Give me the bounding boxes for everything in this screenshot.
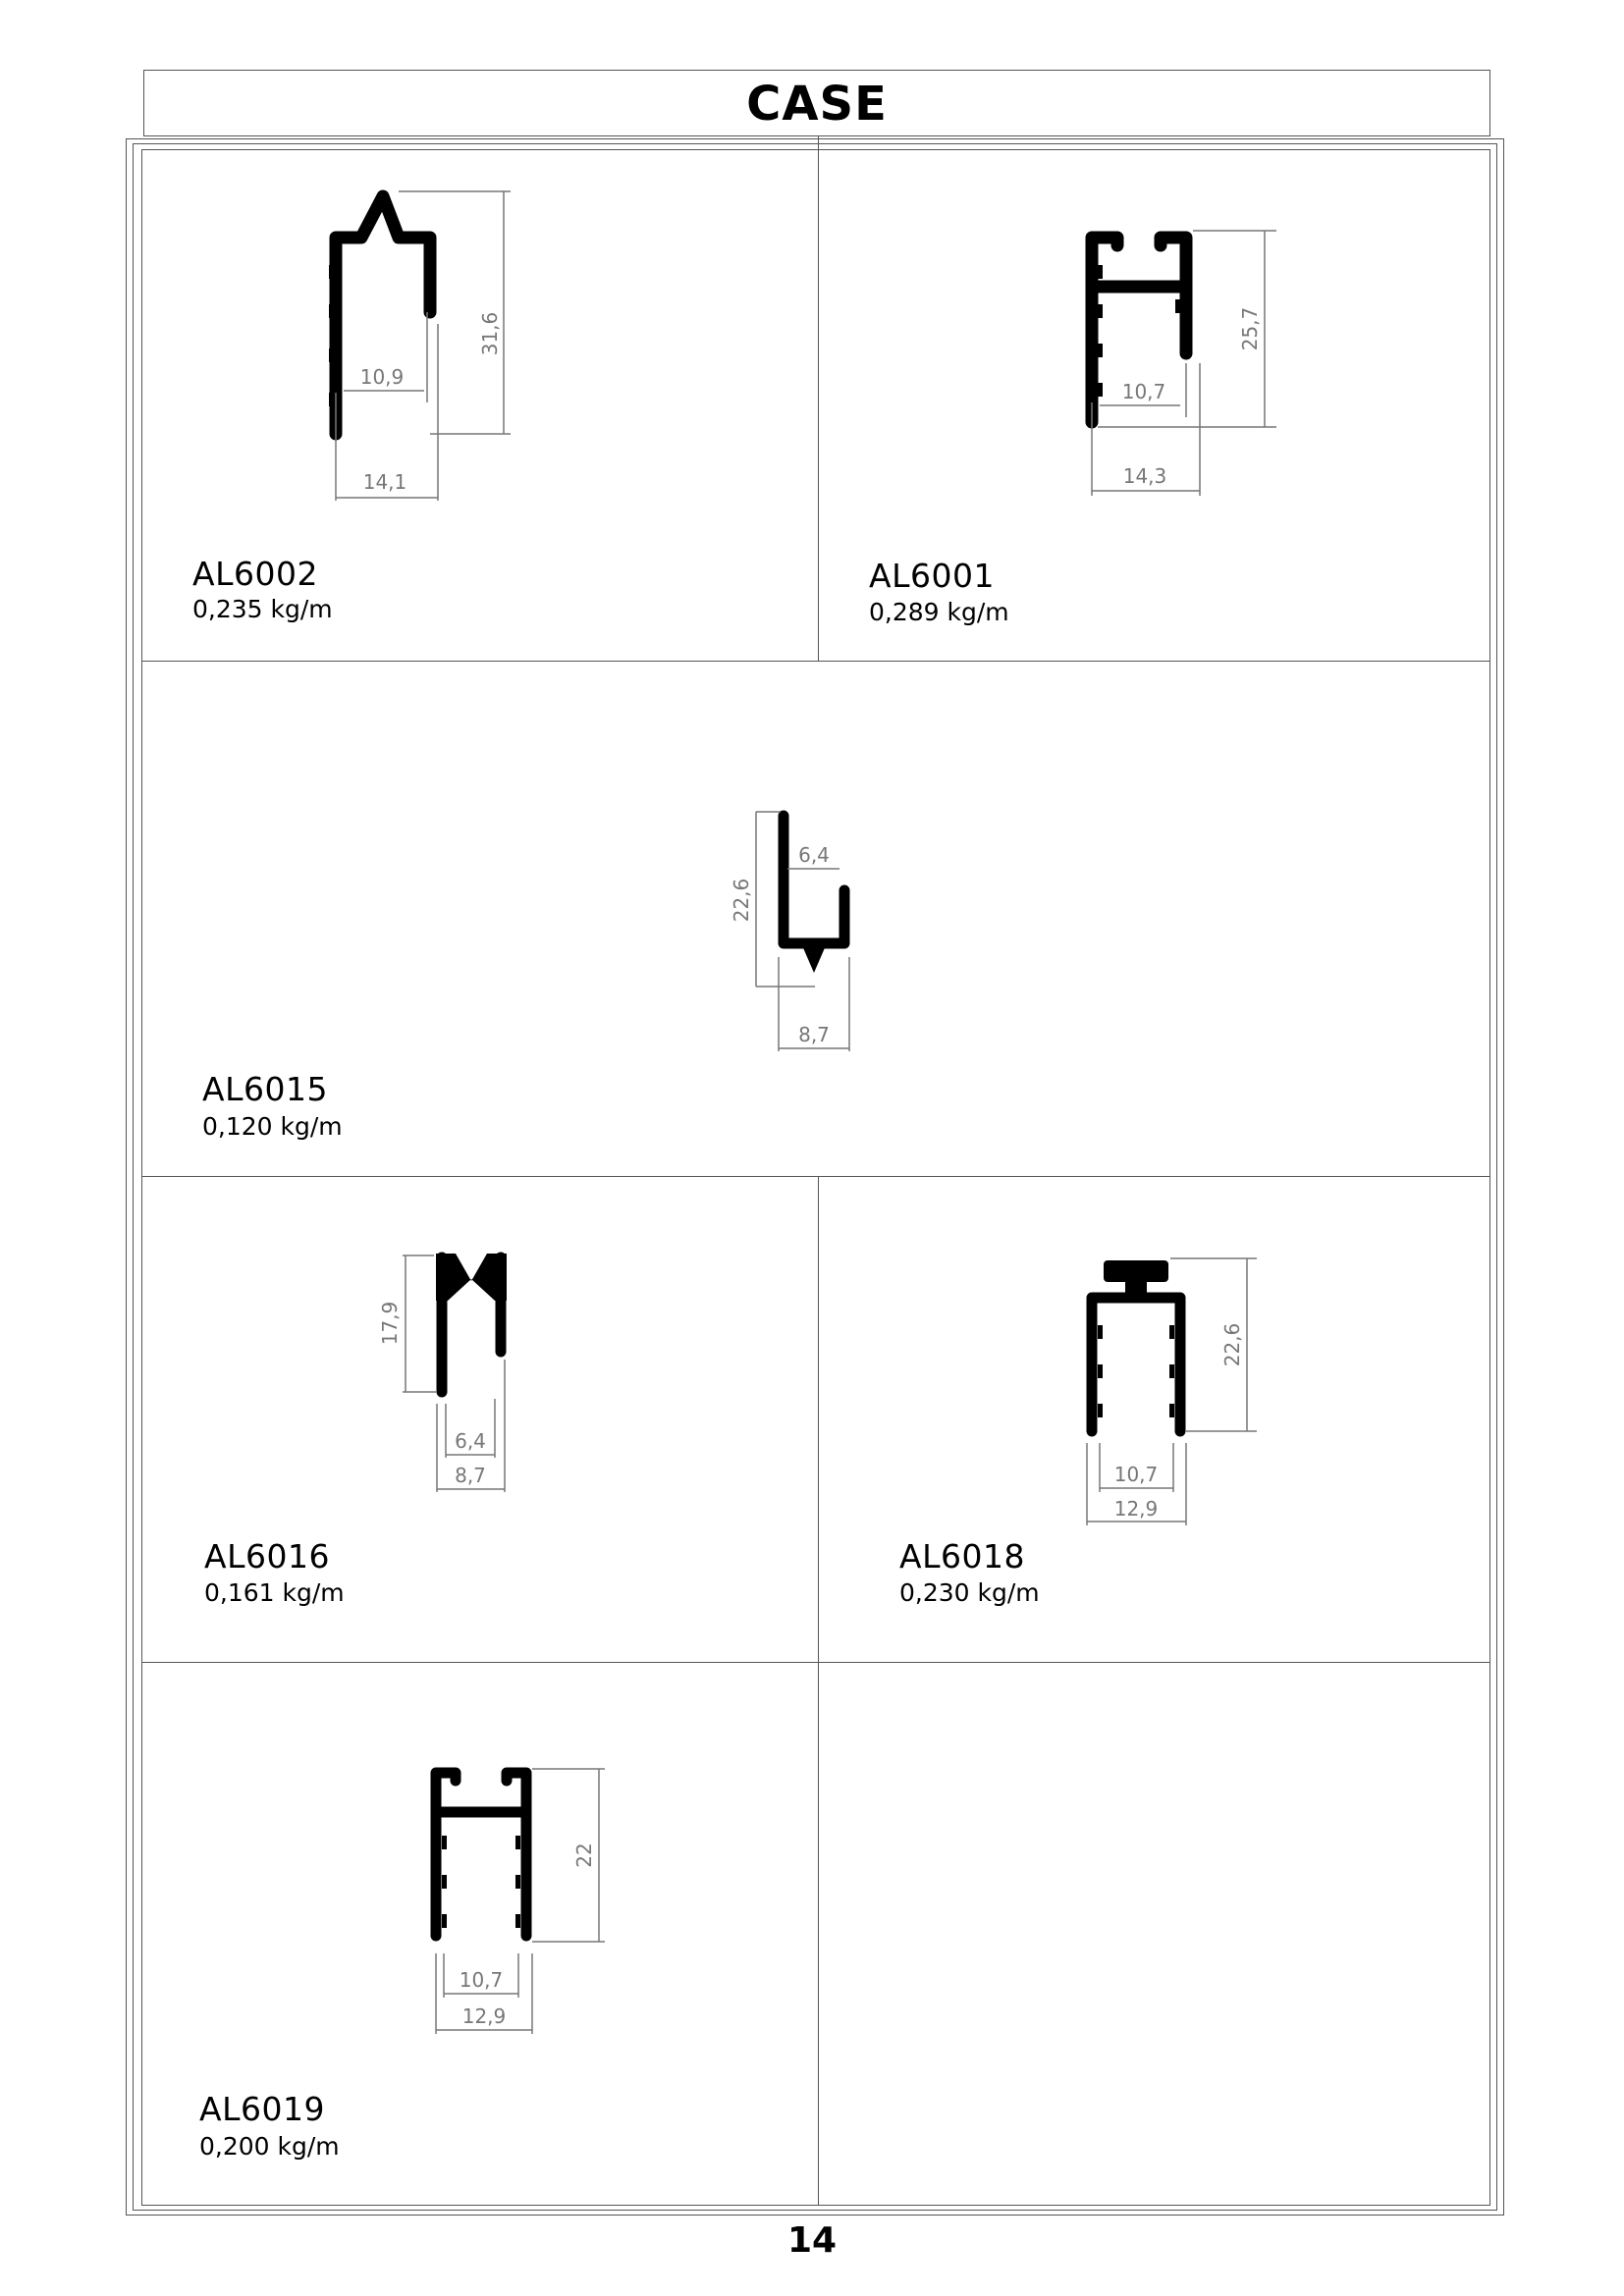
profile-al6018-code: AL6018 bbox=[899, 1537, 1025, 1575]
grid-divider-h3 bbox=[141, 1662, 1490, 1663]
profile-al6019-inner-dim: 10,7 bbox=[459, 1968, 504, 1992]
profile-al6015-height-dim: 22,6 bbox=[730, 878, 753, 923]
profile-al6001-drawing bbox=[1070, 216, 1286, 510]
grid-divider-h2 bbox=[141, 1176, 1490, 1177]
profile-al6001-code: AL6001 bbox=[869, 557, 995, 595]
profile-al6015-inner-dim: 6,4 bbox=[798, 843, 830, 867]
profile-al6002-weight: 0,235 kg/m bbox=[192, 595, 333, 623]
profile-al6002-shape bbox=[336, 196, 430, 434]
profile-al6016-height-dim: 17,9 bbox=[378, 1301, 402, 1346]
profile-al6002-code: AL6002 bbox=[192, 555, 318, 593]
profile-al6001-inner-dim: 10,7 bbox=[1121, 380, 1166, 403]
profile-al6019-code: AL6019 bbox=[199, 2090, 325, 2128]
profile-al6018-outer-dim: 12,9 bbox=[1113, 1497, 1159, 1521]
profile-al6016-inner-dim: 6,4 bbox=[455, 1429, 486, 1453]
profile-al6019-height-dim: 22 bbox=[572, 1842, 596, 1868]
profile-al6015-drawing bbox=[727, 800, 874, 1055]
page-title: CASE bbox=[746, 77, 888, 132]
profile-al6001-height-dim: 25,7 bbox=[1238, 306, 1262, 351]
profile-al6018-weight: 0,230 kg/m bbox=[899, 1578, 1040, 1607]
profile-al6019-drawing bbox=[412, 1757, 628, 2052]
profile-al6002-height-dim: 31,6 bbox=[478, 311, 502, 356]
profile-al6018-drawing bbox=[1060, 1247, 1276, 1541]
profile-al6002-inner-dim: 10,9 bbox=[359, 365, 405, 389]
profile-al6015-code: AL6015 bbox=[202, 1070, 328, 1108]
page-number: 14 bbox=[786, 2220, 838, 2261]
profile-al6016-drawing bbox=[373, 1242, 540, 1517]
profile-al6001-outer-dim: 14,3 bbox=[1122, 464, 1167, 488]
profile-al6019-weight: 0,200 kg/m bbox=[199, 2132, 340, 2161]
profile-al6015-shape bbox=[784, 816, 844, 943]
profile-al6002-outer-dim: 14,1 bbox=[362, 470, 407, 494]
profile-al6002-drawing bbox=[314, 177, 530, 510]
profile-al6016-code: AL6016 bbox=[204, 1537, 330, 1575]
grid-divider-h1 bbox=[141, 661, 1490, 662]
profile-al6016-weight: 0,161 kg/m bbox=[204, 1578, 345, 1607]
profile-al6019-shape bbox=[436, 1773, 526, 1936]
title-box bbox=[143, 70, 1490, 136]
grid-divider-v1 bbox=[818, 136, 819, 662]
grid-divider-v2 bbox=[818, 1176, 819, 2206]
profile-al6018-shape bbox=[1092, 1298, 1180, 1431]
profile-al6018-inner-dim: 10,7 bbox=[1113, 1463, 1159, 1486]
profile-al6001-weight: 0,289 kg/m bbox=[869, 598, 1009, 626]
profile-al6015-outer-dim: 8,7 bbox=[798, 1023, 830, 1046]
profile-al6015-weight: 0,120 kg/m bbox=[202, 1112, 343, 1141]
profile-al6018-height-dim: 22,6 bbox=[1220, 1322, 1244, 1367]
profile-al6019-outer-dim: 12,9 bbox=[461, 2004, 507, 2028]
profile-al6016-outer-dim: 8,7 bbox=[455, 1464, 486, 1487]
